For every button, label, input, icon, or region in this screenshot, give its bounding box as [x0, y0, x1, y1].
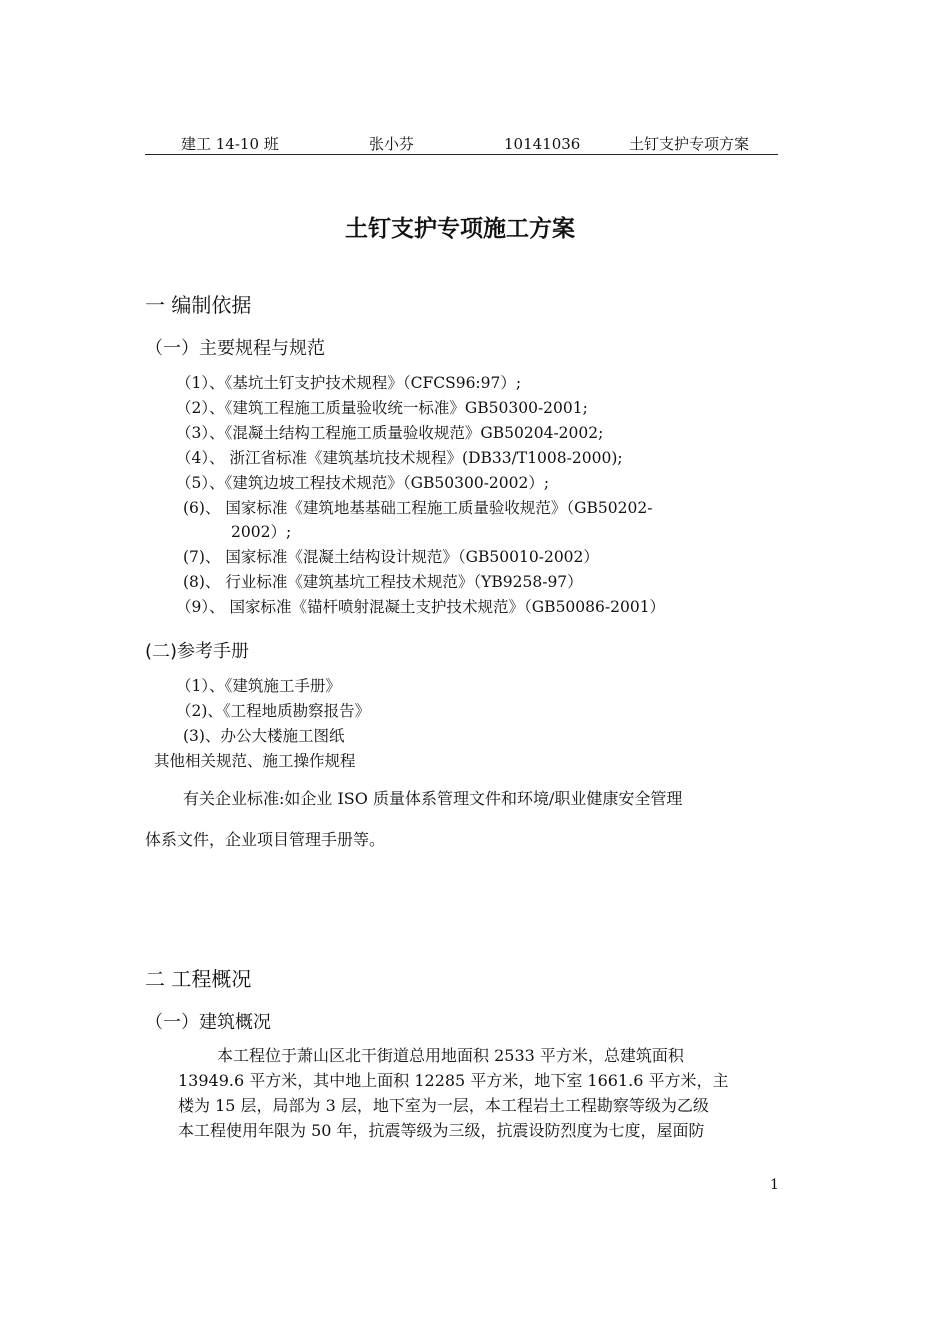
regulation-item: （1）、《基坑土钉支护技术规程》（CFCS96:97）; — [176, 374, 522, 392]
overview-line: 楼为 15 层，局部为 3 层，地下室为一层，本工程岩土工程勘察等级为乙级 — [178, 1096, 709, 1115]
regulation-item: (7)、 国家标准《混凝土结构设计规范》（GB50010-2002） — [183, 548, 599, 566]
regulation-item: (6)、 国家标准《建筑地基基础工程施工质量验收规范》（GB50202- — [183, 499, 653, 517]
enterprise-standards-line: 有关企业标准:如企业 ISO 质量体系管理文件和环境/职业健康安全管理 — [183, 789, 683, 808]
header-doc-title: 土钉支护专项方案 — [629, 135, 750, 153]
handbook-item: 其他相关规范、施工操作规程 — [154, 752, 356, 770]
handbook-item: （2)、《工程地质勘察报告》 — [176, 702, 371, 720]
header-class: 建工 14-10 班 — [181, 135, 279, 153]
handbook-item: (3)、办公大楼施工图纸 — [183, 727, 345, 745]
subsection-heading-handbooks: (二)参考手册 — [145, 641, 250, 662]
section-heading-overview: 二 工程概况 — [145, 967, 252, 991]
subsection-heading-regulations: （一）主要规程与规范 — [145, 338, 325, 359]
regulation-item: （5）、《建筑边坡工程技术规范》（GB50300-2002）; — [176, 474, 550, 492]
overview-line: 本工程位于萧山区北干街道总用地面积 2533 平方米，总建筑面积 — [217, 1046, 684, 1065]
regulation-item: （4）、 浙江省标准《建筑基坑技术规程》(DB33/T1008-2000); — [176, 449, 623, 467]
regulation-item: (8)、 行业标准《建筑基坑工程技术规范》（YB9258-97） — [183, 573, 583, 591]
regulation-item-continuation: 2002）; — [231, 523, 292, 541]
handbook-item: （1）、《建筑施工手册》 — [176, 677, 341, 695]
header-name: 张小芬 — [369, 135, 415, 153]
overview-line: 本工程使用年限为 50 年，抗震等级为三级，抗震设防烈度为七度，屋面防 — [178, 1121, 705, 1140]
regulation-item: （2）、《建筑工程施工质量验收统一标准》GB50300-2001; — [176, 399, 588, 417]
regulation-item: （9）、 国家标准《锚杆喷射混凝土支护技术规范》（GB50086-2001） — [176, 598, 666, 616]
document-title: 土钉支护专项施工方案 — [345, 216, 575, 242]
regulation-item: （3）、《混凝土结构工程施工质量验收规范》GB50204-2002; — [176, 424, 604, 442]
enterprise-standards-line: 体系文件，企业项目管理手册等。 — [145, 830, 386, 849]
section-heading-basis: 一 编制依据 — [145, 293, 252, 317]
page-header — [145, 134, 778, 155]
overview-line: 13949.6 平方米，其中地上面积 12285 平方米，地下室 1661.6 平方米，主 — [178, 1071, 729, 1090]
subsection-heading-building: （一）建筑概况 — [145, 1012, 271, 1033]
header-student-id: 10141036 — [504, 135, 581, 153]
page-number: 1 — [770, 1177, 779, 1193]
